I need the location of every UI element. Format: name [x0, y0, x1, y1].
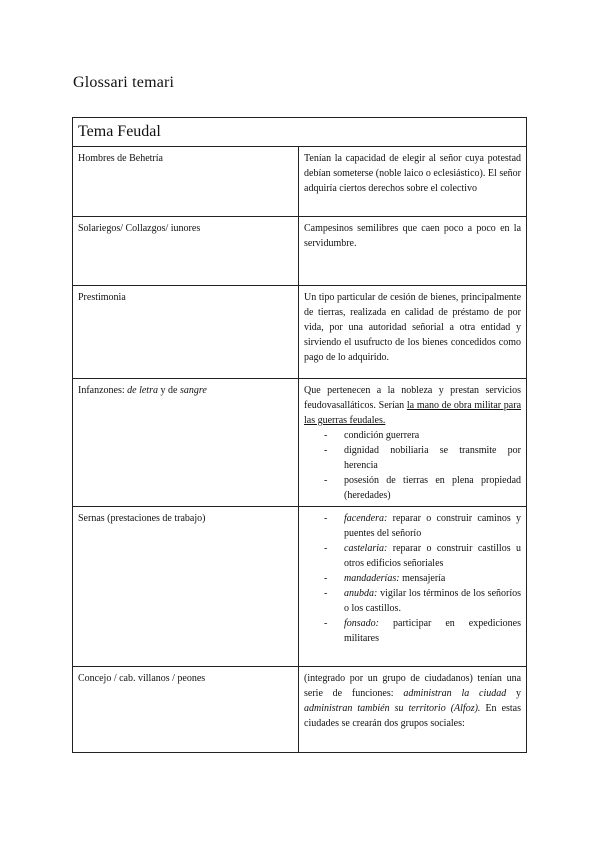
- term-text: Infanzones:: [78, 385, 128, 396]
- item-name: mandaderías:: [344, 573, 400, 584]
- list-item: - condición guerrera: [304, 428, 521, 443]
- section-title: Tema Feudal: [73, 118, 527, 147]
- term-emphasis: de letra: [127, 385, 158, 396]
- item-name: fonsado:: [344, 618, 379, 629]
- term-cell: [73, 379, 299, 507]
- glossary-table: [72, 117, 527, 753]
- definition-text: (integrado por un grupo de ciudadanos) tenían una serie de funciones:: [304, 673, 522, 699]
- definition-cell: [299, 667, 527, 753]
- list-item: [304, 541, 521, 571]
- table-row: [73, 217, 527, 286]
- item-text: reparar o construir castillos u otros edificios señoriales: [344, 543, 522, 569]
- definition-list: [304, 428, 521, 503]
- term-cell: Prestimonia: [73, 286, 299, 379]
- list-item: - posesión de tierras en plena propiedad (heredades): [304, 473, 521, 503]
- term-cell: Solariegos/ Collazgos/ iunores: [73, 217, 299, 286]
- definition-text: Que pertenecen a la nobleza y prestan servicios feudovasalláticos. Serían: [304, 385, 522, 411]
- definition-cell: Tenían la capacidad de elegir al señor cuya potestad debían someterse (noble laico o eclesiástico). El señor adquiría ciertos derechos sobre el colectivo: [299, 147, 527, 217]
- term-text: y de: [157, 385, 180, 396]
- definition-paragraph: [304, 383, 521, 428]
- term-cell: Sernas (prestaciones de trabajo): [73, 507, 299, 667]
- item-text: reparar o construir caminos y puentes del señorío: [344, 513, 522, 539]
- item-text: mensajería: [399, 573, 446, 584]
- item-text: participar en expediciones militares: [344, 618, 522, 644]
- list-item: [304, 616, 521, 646]
- item-name: facendera:: [344, 513, 388, 524]
- definition-cell: [299, 507, 527, 667]
- table-row: [73, 379, 527, 507]
- list-item: [304, 586, 521, 616]
- definition-cell: Un tipo particular de cesión de bienes, principalmente de tierras, realizada en calidad de préstamo de por vida, por una autoridad señorial a otra entidad y sirviendo el usufructo de los bienes concedidos como pago de lo adquirido.: [299, 286, 527, 379]
- page-title: Glossari temari: [73, 74, 175, 91]
- underlined-text: la mano de obra militar para las guerras feudales.: [304, 400, 522, 426]
- definition-cell: Campesinos semilibres que caen poco a poco en la servidumbre.: [299, 217, 527, 286]
- definition-text: En estas ciudades se crearán dos grupos sociales:: [304, 703, 522, 729]
- table-row: [73, 147, 527, 217]
- term-cell: Hombres de Behetría: [73, 147, 299, 217]
- term-cell: Concejo / cab. villanos / peones: [73, 667, 299, 753]
- table-header-row: [73, 118, 527, 147]
- item-name: castelaria:: [344, 543, 388, 554]
- table-row: [73, 667, 527, 753]
- definition-emphasis: administran también su territorio (Alfoz).: [304, 703, 481, 714]
- table-row: [73, 286, 527, 379]
- definition-text: y: [506, 688, 522, 699]
- list-item: [304, 511, 521, 541]
- table-row: [73, 507, 527, 667]
- item-name: anubda:: [344, 588, 378, 599]
- list-item: [304, 571, 521, 586]
- term-emphasis: sangre: [179, 385, 207, 396]
- item-text: vigilar los términos de los señoríos o los castillos.: [344, 588, 522, 614]
- definition-emphasis: administran la ciudad: [403, 688, 507, 699]
- list-item: - dignidad nobiliaria se transmite por herencia: [304, 443, 521, 473]
- definition-list: [304, 511, 521, 646]
- definition-cell: [299, 379, 527, 507]
